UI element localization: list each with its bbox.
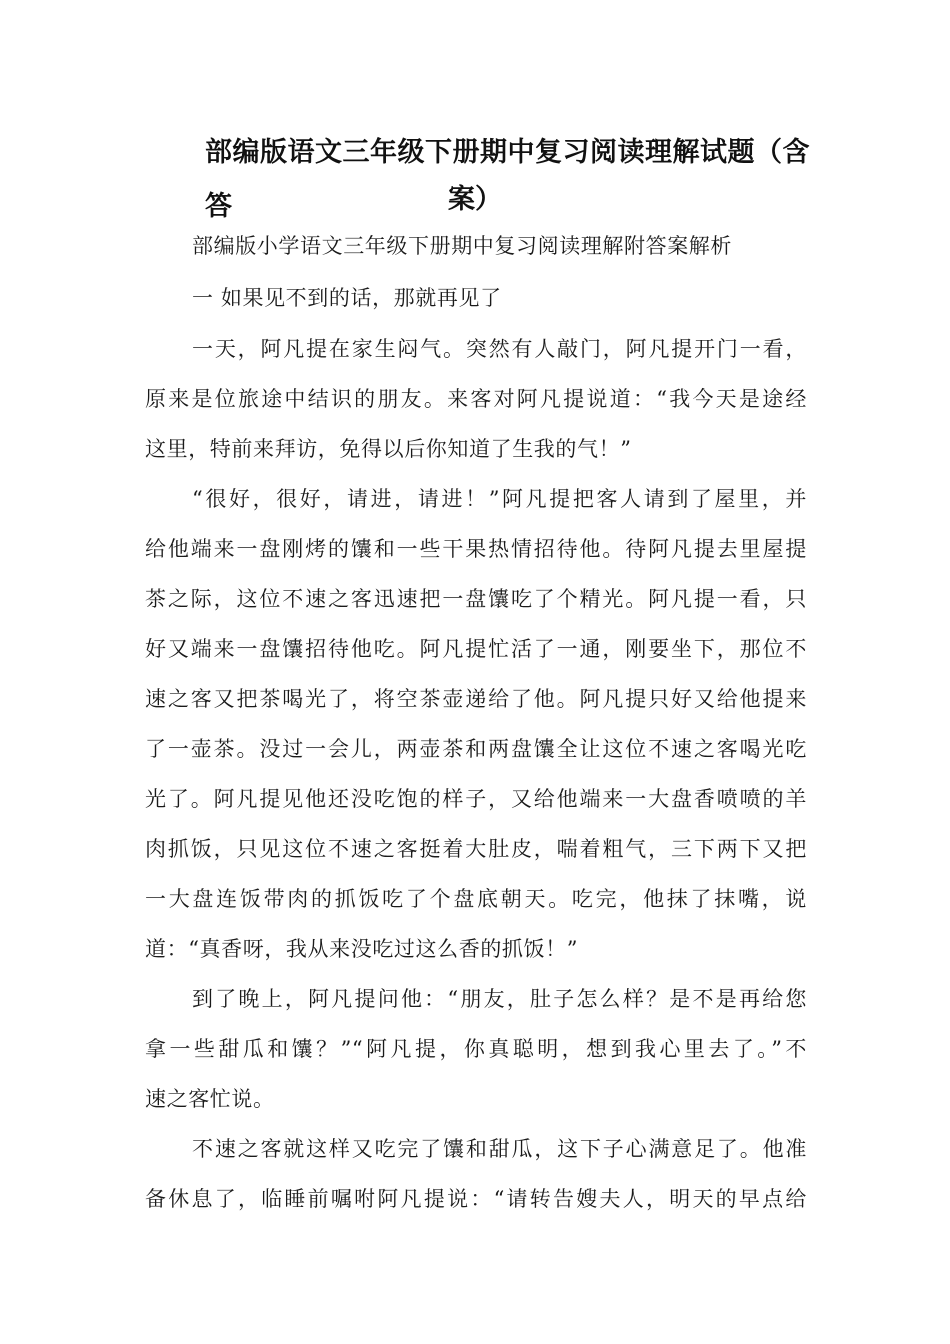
paragraph-line: 好又端来一盘馕招待他吃。阿凡提忙活了一通，刚要坐下，那位不 [145, 637, 807, 661]
paragraph-line: 速之客忙说。 [145, 1087, 275, 1111]
paragraph-line: 拿一些甜瓜和馕？”“阿凡提，你真聪明，想到我心里去了。”不 [145, 1037, 807, 1061]
paragraph-line: 备休息了，临睡前嘱咐阿凡提说：“请转告嫂夫人，明天的早点给 [145, 1187, 807, 1211]
paragraph-line: 了一壶茶。没过一会儿，两壶茶和两盘馕全让这位不速之客喝光吃 [145, 737, 807, 761]
paragraph-line: 一大盘连饭带肉的抓饭吃了个盘底朝天。吃完，他抹了抹嘴，说 [145, 887, 807, 911]
paragraph-line: 光了。阿凡提见他还没吃饱的样子，又给他端来一大盘香喷喷的羊 [145, 787, 807, 811]
section-heading: 一 如果见不到的话，那就再见了 [192, 286, 502, 310]
paragraph-line: 一天，阿凡提在家生闷气。突然有人敲门，阿凡提开门一看， [192, 337, 807, 361]
paragraph-line: 原来是位旅途中结识的朋友。来客对阿凡提说道：“我今天是途经 [145, 387, 807, 411]
paragraph-line: 肉抓饭，只见这位不速之客挺着大肚皮，喘着粗气，三下两下又把 [145, 837, 807, 861]
paragraph-line: 这里，特前来拜访，免得以后你知道了生我的气！” [145, 437, 632, 461]
paragraph-line: “很好，很好，请进，请进！”阿凡提把客人请到了屋里，并 [192, 487, 807, 511]
paragraph-line: 速之客又把茶喝光了，将空茶壶递给了他。阿凡提只好又给他提来 [145, 687, 807, 711]
paragraph-line: 不速之客就这样又吃完了馕和甜瓜，这下子心满意足了。他准 [192, 1137, 807, 1161]
paragraph-line: 道：“真香呀，我从来没吃过这么香的抓饭！” [145, 937, 579, 961]
document-subtitle: 部编版小学语文三年级下册期中复习阅读理解附答案解析 [192, 234, 732, 258]
paragraph-line: 给他端来一盘刚烤的馕和一些干果热情招待他。待阿凡提去里屋提 [145, 537, 807, 561]
document-title-line-2: 案） [448, 184, 502, 215]
paragraph-line: 茶之际，这位不速之客迅速把一盘馕吃了个精光。阿凡提一看，只 [145, 587, 807, 611]
document-title-line-1: 部编版语文三年级下册期中复习阅读理解试题（含答 [205, 137, 810, 222]
paragraph-line: 到了晚上，阿凡提问他：“朋友，肚子怎么样？是不是再给您 [192, 987, 807, 1011]
